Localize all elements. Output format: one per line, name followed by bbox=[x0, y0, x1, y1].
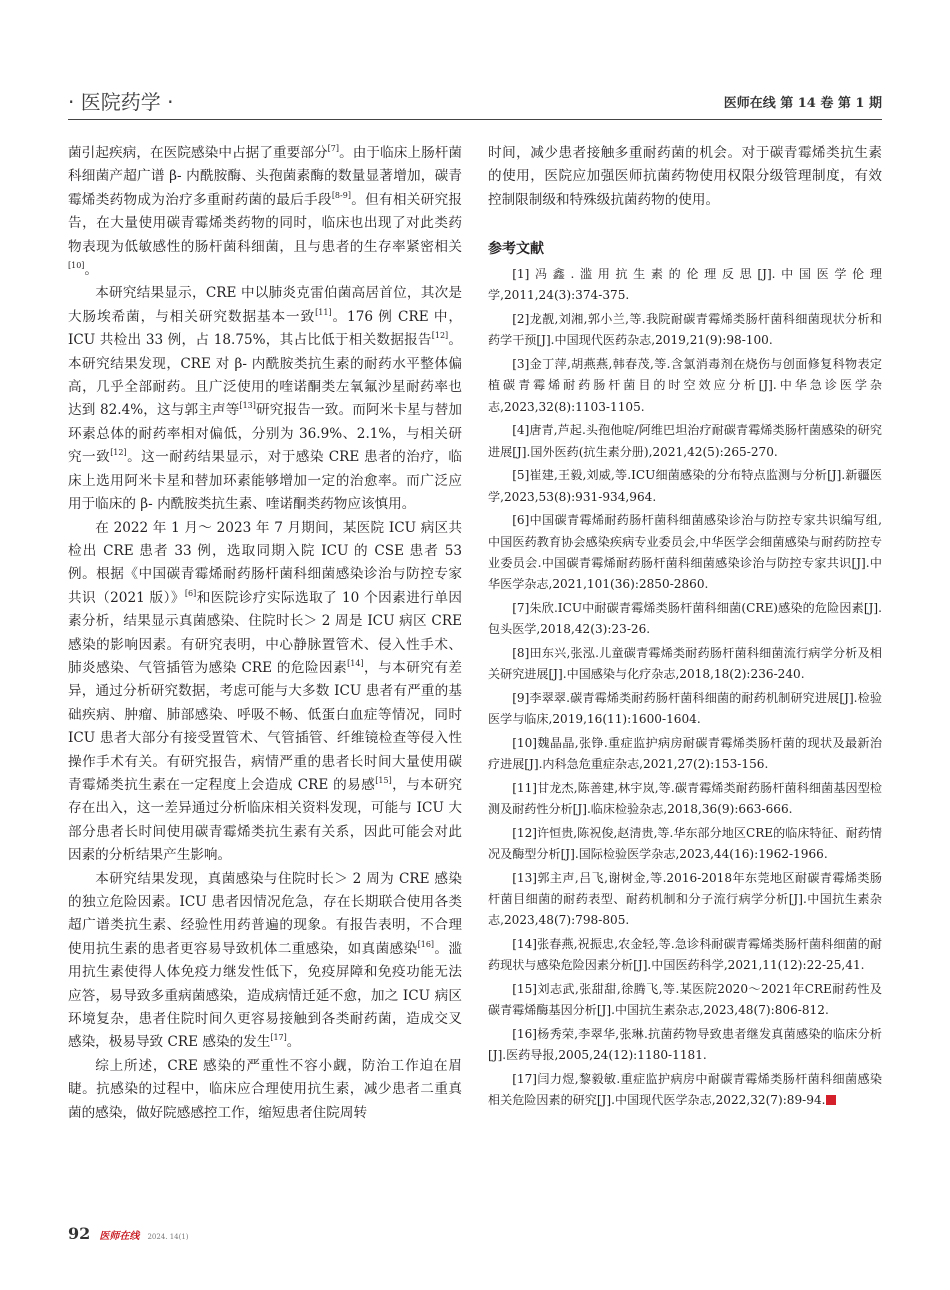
citation: [16] bbox=[417, 939, 435, 949]
citation: [17] bbox=[270, 1033, 287, 1043]
citation: [14] bbox=[347, 658, 364, 668]
citation: [12] bbox=[431, 331, 449, 341]
page-footer bbox=[68, 1224, 189, 1243]
right-paragraph-1: 时间，减少患者接触多重耐药菌的机会。对于碳青霉烯类抗生素的使用，医院应加强医师抗菌药物使用权限分级管理制度，有效控制限制级和特殊级抗菌药物的使用。 bbox=[488, 145, 882, 208]
page-number: 92 bbox=[68, 1224, 91, 1243]
left-paragraph-2: 本研究结果显示，CRE 中以肺炎克雷伯菌高居首位，其次是大肠埃希菌，与相关研究数据基本一致[11]。176 例 CRE 中，ICU 共检出 33 例，占 18.75%，其占比低于相关数据报告[12]。本研究结果发现，CRE 对 β- 内酰胺类抗生素的耐药水平整体偏高，几乎全部耐药。且广泛使用的喹诺酮类左氧氟沙星耐药率也达到 82.4%，这与郭主声等[13]研究报告一致。而阿米卡星与替加环素总体的耐药率相对偏低，分别为 36.9%、2.1%，与相关研究一致[12]。这一耐药结果显示，对于感染 CRE 患者的治疗，临床上选用阿米卡星和替加环素能够增加一定的治愈率。而广泛应用于临床的 β- 内酰胺类抗生素、喹诺酮类药物应该慎用。 bbox=[68, 285, 463, 513]
citation: [7] bbox=[327, 144, 340, 153]
reference-item: [4]唐青,芦起.头孢他啶/阿维巴坦治疗耐碳青霉烯类肠杆菌感染的研究进展[J].国外医药(抗生素分册),2021,42(5):265-270. bbox=[488, 423, 882, 459]
left-paragraph-1: 菌引起疾病，在医院感染中占据了重要部分[7]。由于临床上肠杆菌科细菌产超广谱 β- 内酰胺酶、头孢菌素酶的数量显著增加，碳青霉烯类药物成为治疗多重耐药菌的最后手段[8-9]。但有相关研究报告，在大量使用碳青霉烯类药物的同时，临床也出现了对此类药物表现为低敏感性的肠杆菌科细菌，且与患者的生存率紧密相关[10]。 bbox=[68, 144, 463, 279]
references-heading: 参考文献 bbox=[488, 241, 544, 258]
end-mark-icon bbox=[826, 1095, 836, 1105]
left-paragraph-5: 综上所述，CRE 感染的严重性不容小觑，防治工作迫在眉睫。抗感染的过程中，临床应合理使用抗生素，减少患者二重真菌的感染，做好院感感控工作，缩短患者住院周转 bbox=[68, 1057, 462, 1121]
left-paragraph-4: 本研究结果发现，真菌感染与住院时长＞ 2 周为 CRE 感染的独立危险因素。ICU 患者因情况危急，存在长期联合使用各类超广谱类抗生素、经验性用药普遍的现象。有报告表明，不合理使用抗生素的患者更容易导致机体二重感染，如真菌感染[16]。滥用抗生素使得人体免疫力继发性低下，免疫屏障和免疫功能无法应答，易导致多重病菌感染，造成病情迁延不愈，加之 ICU 病区环境复杂，患者住院时间久更容易接触到各类耐药菌，造成交叉感染，极易导致 CRE 感染的发生[17]。 bbox=[68, 870, 462, 1051]
page-header bbox=[68, 86, 882, 118]
citation: [11] bbox=[315, 307, 332, 317]
citation: [13] bbox=[239, 401, 256, 411]
citation: [10] bbox=[68, 261, 85, 271]
reference-item: [11]甘龙杰,陈善建,林宇岚,等.碳青霉烯类耐药肠杆菌科细菌基因型检测及耐药性分析[J].临床检验杂志,2018,36(9):663-666. bbox=[488, 780, 882, 817]
reference-item: [14]张春燕,祝振忠,农金轻,等.急诊科耐碳青霉烯类肠杆菌科细菌的耐药现状与感染危险因素分析[J].中国医药科学,2021,11(12):22-25,41. bbox=[488, 937, 882, 973]
journal-logo: 医师在线 bbox=[99, 1231, 140, 1242]
header-rule bbox=[68, 119, 882, 120]
citation: [6] bbox=[184, 588, 197, 598]
reference-item: [17]闫力煜,黎毅敏.重症监护病房中耐碳青霉烯类肠杆菌科细菌感染相关危险因素的研究[J].中国现代医学杂志,2022,32(7):89-94. bbox=[488, 1072, 882, 1108]
journal-info: 医师在线 第 14 卷 第 1 期 bbox=[723, 96, 882, 111]
reference-item: [13]郭主声,吕飞,谢树金,等.2016-2018年东莞地区耐碳青霉烯类肠杆菌目细菌的耐药表型、耐药机制和分子流行病学分析[J].中国抗生素杂志,2023,48(7):798-805. bbox=[488, 870, 882, 928]
reference-item: [6]中国碳青霉烯耐药肠杆菌科细菌感染诊治与防控专家共识编写组,中国医药教育协会感染疾病专业委员会,中华医学会细菌感染与耐药防控专业委员会.中国碳青霉烯耐药肠杆菌科细菌感染诊治与防控专家共识[J].中华医学杂志,2021,101(36):2850-2860. bbox=[488, 513, 882, 592]
reference-item: [10]魏晶晶,张铮.重症监护病房耐碳青霉烯类肠杆菌的现状及最新治疗进展[J].内科急危重症杂志,2021,27(2):153-156. bbox=[488, 735, 882, 772]
reference-item: [2]龙靓,刘湘,郭小兰,等.我院耐碳青霉烯类肠杆菌科细菌现状分析和药学干预[J].中国现代医药杂志,2019,21(9):98-100. bbox=[488, 312, 882, 348]
reference-item: [1]冯鑫.滥用抗生素的伦理反思[J].中国医学伦理学,2011,24(3):374-375. bbox=[488, 267, 882, 303]
reference-item: [16]杨秀荣,李翠华,张琳.抗菌药物导致患者继发真菌感染的临床分析[J].医药导报,2005,24(12):1180-1181. bbox=[488, 1027, 882, 1063]
reference-item: [5]崔建,王毅,刘威,等.ICU细菌感染的分布特点监测与分析[J].新疆医学,2023,53(8):931-934,964. bbox=[488, 468, 882, 504]
reference-item: [9]李翠翠.碳青霉烯类耐药肠杆菌科细菌的耐药机制研究进展[J].检验医学与临床,2019,16(11):1600-1604. bbox=[488, 690, 882, 727]
reference-list bbox=[488, 264, 882, 1111]
reference-item: [3]金丁萍,胡燕燕,韩春茂,等.含氯消毒剂在烧伤与创面修复科物表定植碳青霉烯耐药肠杆菌目的时空效应分析[J].中华急诊医学杂志,2023,32(8):1103-1105. bbox=[488, 357, 882, 414]
citation: [12] bbox=[110, 448, 127, 458]
right-column bbox=[488, 142, 882, 1114]
reference-item: [12]许恒贵,陈祝俊,赵清贵,等.华东部分地区CRE的临床特征、耐药情况及酶型分析[J].国际检验医学杂志,2023,44(16):1962-1966. bbox=[488, 825, 882, 862]
section-title: · 医院药学 · bbox=[68, 90, 174, 114]
citation: [15] bbox=[375, 775, 392, 785]
reference-item: [8]田东兴,张泓.儿童碳青霉烯类耐药肠杆菌科细菌流行病学分析及相关研究进展[J].中国感染与化疗杂志,2018,18(2):236-240. bbox=[488, 645, 882, 682]
reference-item: [15]刘志武,张甜甜,徐腾飞,等.某医院2020～2021年CRE耐药性及碳青霉烯酶基因分析[J].中国抗生素杂志,2023,48(7):806-812. bbox=[488, 982, 882, 1018]
left-paragraph-3: 在 2022 年 1 月～ 2023 年 7 月期间，某医院 ICU 病区共检出 CRE 患者 33 例，选取同期入院 ICU 的 CSE 患者 53 例。根据《中国碳青霉烯耐药肠杆菌科细菌感染诊治与防控专家共识（2021 版）》[6]和医院诊疗实际选取了 10 个因素进行单因素分析，结果显示真菌感染、住院时长＞ 2 周是 ICU 病区 CRE 感染的影响因素。有研究表明，中心静脉置管术、侵入性手术、肺炎感染、气管插管为感染 CRE 的危险因素[14]，与本研究有差异，通过分析研究数据，考虑可能与大多数 ICU 患者有严重的基础疾病、肿瘤、肺部感染、呼吸不畅、低蛋白血症等情况，同时 ICU 患者大部分有接受置管术、气管插管、纤维镜检查等侵入性操作手术有关。有研究报告，病情严重的患者长时间大量使用碳青霉烯类抗生素在一定程度上会造成 CRE 的易感[15]，与本研究存在出入，这一差异通过分析临床相关资料发现，可能与 ICU 大部分患者长时间使用碳青霉烯类抗生素有关系，因此可能会对此因素的分析结果产生影响。 bbox=[68, 519, 463, 864]
issue-label: 2024. 14(1) bbox=[147, 1233, 189, 1241]
left-column bbox=[68, 142, 462, 1125]
reference-item: [7]朱欣.ICU中耐碳青霉烯类肠杆菌科细菌(CRE)感染的危险因素[J].包头医学,2018,42(3):23-26. bbox=[488, 600, 882, 637]
citation: [8-9] bbox=[331, 190, 351, 200]
